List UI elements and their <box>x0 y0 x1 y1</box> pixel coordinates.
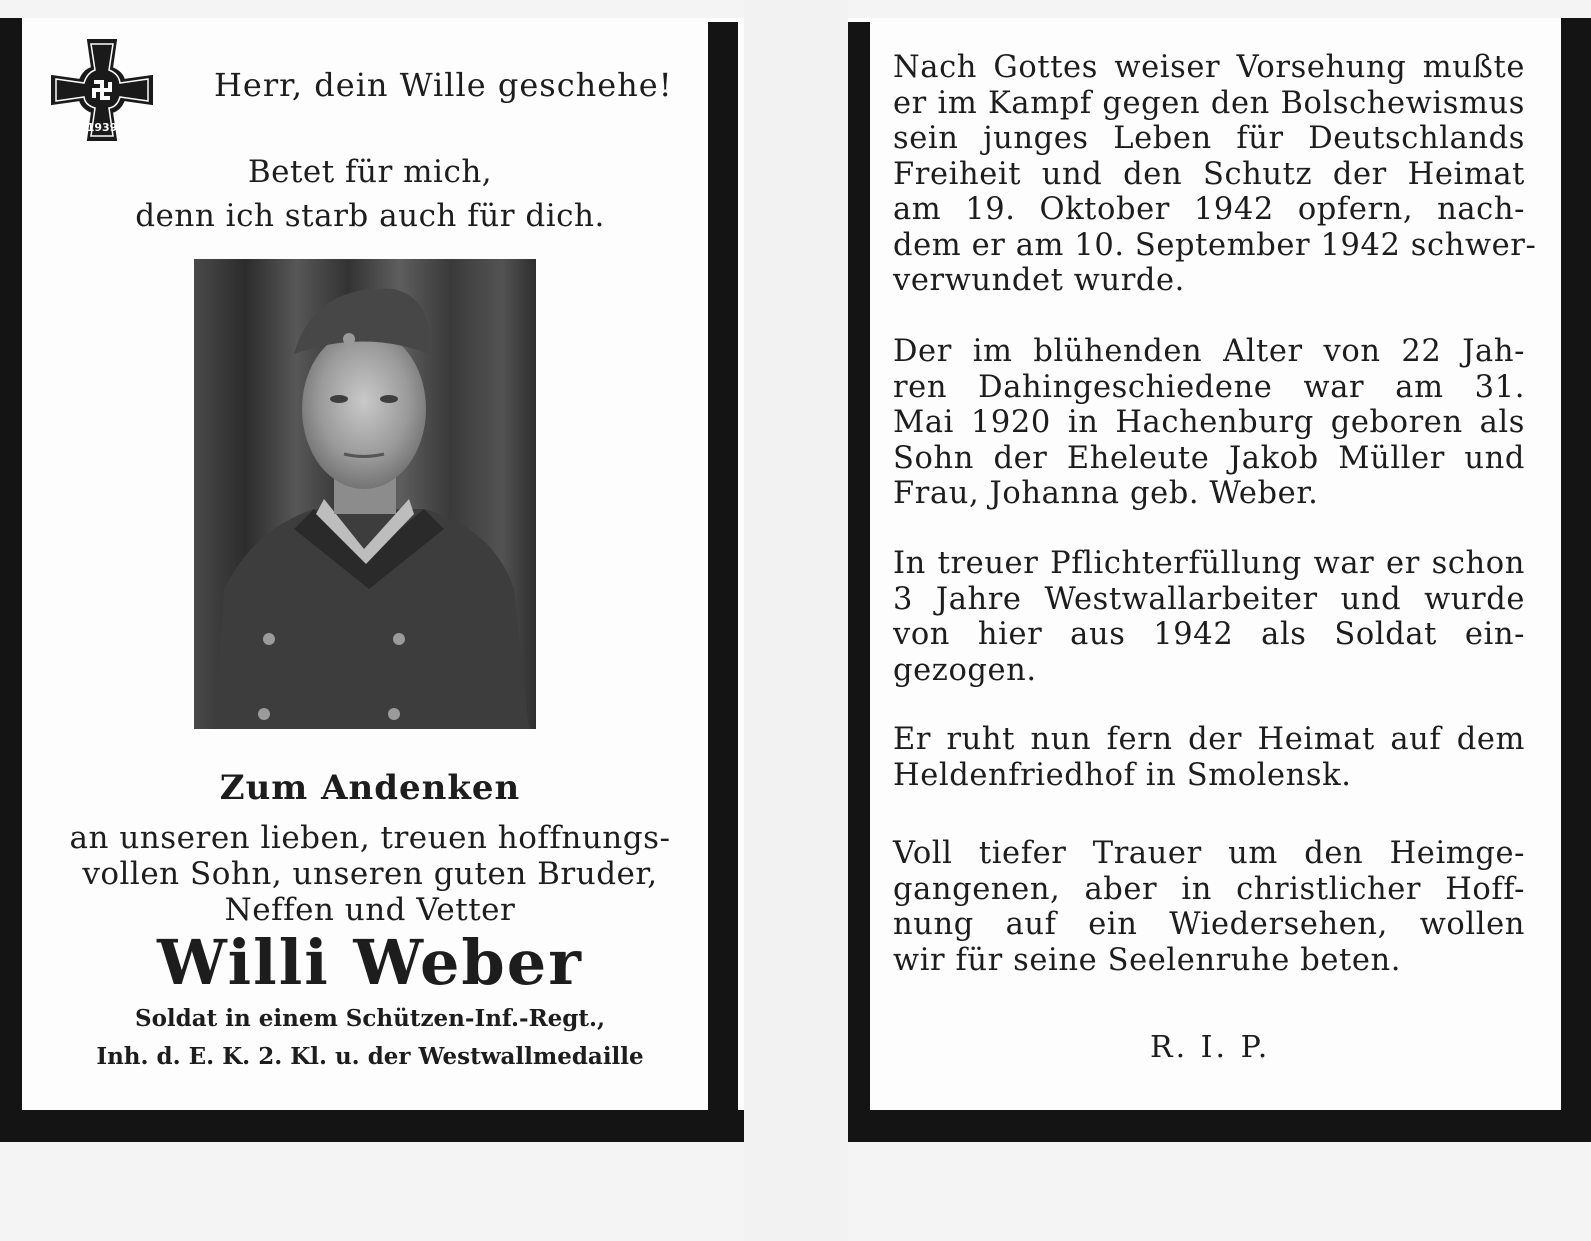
mourning-border-left <box>848 22 870 1137</box>
portrait-photo <box>194 259 536 729</box>
paragraph-2 <box>893 334 1525 512</box>
card-gap <box>744 0 848 1241</box>
text-line: ren Dahingeschiedene war am 31. <box>893 369 1525 405</box>
heading-andenken: Zum Andenken <box>219 768 521 808</box>
text-line: In treuer Pflichterfüllung war er schon <box>893 546 1525 581</box>
text-line: Nach Gottes weiser Vorsehung mußte <box>893 50 1525 85</box>
text-line: Sohn der Eheleute Jakob Müller und <box>893 440 1525 476</box>
motto: Herr, dein Wille geschehe! <box>214 66 673 104</box>
deceased-name: Willi Weber <box>157 926 583 999</box>
text-line: gangenen, aber in christlicher Hoff- <box>893 871 1525 907</box>
dedication-line-1: an unseren lieben, treuen hoffnungs- <box>69 820 671 856</box>
text-line: am 19. Oktober 1942 opfern, nach- <box>893 192 1525 227</box>
text-line: er im Kampf gegen den Bolschewismus <box>893 85 1525 121</box>
text-line: verwundet wurde. <box>893 263 1185 298</box>
prayer-line-1: Betet für mich, <box>247 154 493 190</box>
text-line: Heldenfriedhof in Smolensk. <box>893 757 1352 793</box>
dedication <box>40 820 700 928</box>
text-line: gezogen. <box>893 652 1037 688</box>
text-line: Frau, Johanna geb. Weber. <box>893 476 1319 511</box>
text-line: 3 Jahre Westwallarbeiter und wurde <box>893 581 1525 617</box>
mourning-border-bottom <box>0 1110 744 1142</box>
iron-cross-icon <box>50 38 154 142</box>
cross-year: 1939 <box>86 121 118 134</box>
text-line: nung auf ein Wiedersehen, wollen <box>893 907 1525 942</box>
memorial-card-front <box>0 18 744 1141</box>
dedication-line-3: Neffen und Vetter <box>224 892 516 928</box>
text-line: Voll tiefer Trauer um den Heimge- <box>893 836 1525 871</box>
paragraph-3 <box>893 546 1525 688</box>
text-line: wir für seine Seelenruhe beten. <box>893 942 1402 978</box>
paragraph-1 <box>893 50 1537 299</box>
mourning-border-bottom <box>848 1110 1591 1142</box>
text-line: dem er am 10. September 1942 schwer- <box>893 227 1537 263</box>
text-line: von hier aus 1942 als Soldat ein- <box>893 617 1525 652</box>
prayer-lines <box>100 150 640 238</box>
text-line: Freiheit und den Schutz der Heimat <box>893 156 1525 192</box>
rank-line-2: Inh. d. E. K. 2. Kl. u. der Westwallmedaille <box>96 1043 644 1070</box>
paragraph-4 <box>893 722 1525 793</box>
text-line: Er ruht nun fern der Heimat auf dem <box>893 722 1525 757</box>
rank-line-1: Soldat in einem Schützen-Inf.-Regt., <box>134 1005 606 1032</box>
mourning-border-right <box>1561 18 1591 1141</box>
text-line: sein junges Leben für Deutschlands <box>893 121 1525 156</box>
prayer-line-2: denn ich starb auch für dich. <box>135 198 605 234</box>
paragraph-5 <box>893 836 1525 978</box>
rank-info <box>20 1000 720 1076</box>
dedication-line-2: vollen Sohn, unseren guten Bruder, <box>82 856 658 892</box>
mourning-border-right <box>708 22 738 1137</box>
mourning-border-left <box>0 18 22 1141</box>
text-line: Der im blühenden Alter von 22 Jah- <box>893 334 1525 369</box>
closing-rip: R. I. P. <box>1150 1030 1271 1065</box>
text-line: Mai 1920 in Hachenburg geboren als <box>893 405 1525 440</box>
